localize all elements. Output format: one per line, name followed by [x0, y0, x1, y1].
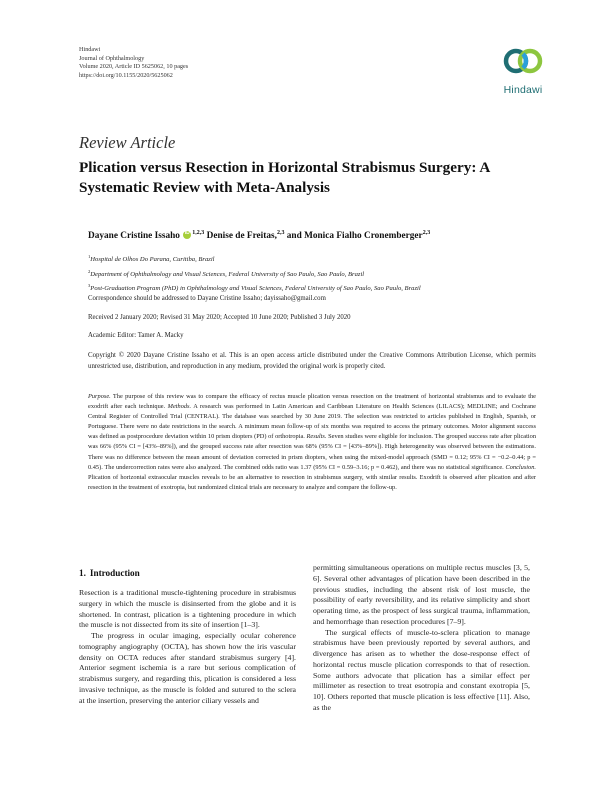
affiliations — [88, 251, 421, 295]
abstract-results: Seven studies were eligible for inclusion. The grouped success rate after plication was 66% (95% CI = [43%–89%]), and the grouped success rate after resection was 68% (95% CI = [43%–89%]). High heterogeneity was observed between the estimations. There was no difference between the mean amount of deviation corrected in prism diopters, when using the mixed-model approach (SMD = 0.12; 95% CI = −0.2–0.44; p = 0.45). The undercorrection rates were also analyzed. The combined odds ratio was 1.37 (95% CI = 0.59–3.16; p = 0.462), and there was no statistical significance. — [88, 433, 536, 471]
author-affil-sup: 2,3 — [422, 230, 431, 236]
logo-wordmark: Hindawi — [503, 84, 543, 96]
orcid-icon[interactable]: iD — [183, 231, 191, 239]
publication-dates: Received 2 January 2020; Revised 31 May 2020; Accepted 10 June 2020; Published 3 July 2020 — [88, 314, 351, 321]
section-number: 1. — [79, 568, 86, 578]
abstract — [88, 392, 536, 493]
author-name[interactable]: Denise de Freitas, — [206, 231, 277, 242]
author-affil-sup: 2,3 — [276, 230, 285, 236]
affiliation-item: $^2$Department of Ophthalmology and Visual Sciences, Federal University of Sao Paulo, Sao Paulo, Brazil — [88, 268, 365, 278]
body-column-right — [313, 563, 530, 714]
body-column-left — [79, 588, 296, 706]
paragraph: The progress in ocular imaging, especially ocular coherence tomography angiography (OCTA), has shown how the iris vascular density on OCTA reduces after standard strabismus surgery [4]. Anterior segment ischemia is a rare but serious complication of strabismus surgery, and regarding this, plication is considered a less invasive technique, as the muscle is folded and sutured to the sclera at the insertion, preserving the anterior ciliary vessels and — [79, 631, 296, 705]
paragraph: Resection is a traditional muscle-tightening procedure in strabismus surgery in which the muscle is disinserted from the globe and it is shortened. In contrast, plication is a tightening procedure in which the muscle is not dissected from its site of insertion [1–3]. — [79, 588, 296, 630]
author-name[interactable]: and Monica Fialho Cronemberger — [286, 231, 423, 242]
paragraph: permitting simultaneous operations on multiple rectus muscles [3, 5, 6]. Several other advantages of plication have been described in the previous studies, including the absent risk of lost muscle, the possibility of early reversibility, and its relative simplicity and short operating time, as the prospect of less surgical trauma, inflammation, and hemorrhage than resection procedures [7–9]. — [313, 563, 530, 626]
volume-info: Volume 2020, Article ID 5625062, 10 pages — [79, 63, 189, 71]
hindawi-logo-icon — [503, 47, 543, 83]
article-title: Plication versus Resection in Horizontal Strabismus Surgery: A Systematic Review with Meta-Analysis — [79, 159, 490, 196]
abstract-results-label: Results. — [306, 433, 327, 441]
correspondence: Correspondence should be addressed to Dayane Cristine Issaho; dayissaho@gmail.com — [88, 295, 326, 302]
author-affil-sup: 1,2,3 — [192, 230, 205, 236]
author-list — [88, 230, 430, 241]
section-heading — [79, 568, 144, 578]
author-name[interactable]: Dayane Cristine Issaho — [88, 231, 180, 242]
doi-link[interactable]: https://doi.org/10.1155/2020/5625062 — [79, 71, 173, 79]
abstract-purpose-label: Purpose. — [88, 393, 111, 400]
abstract-purpose: The purpose of this review was to compare the efficacy of rectus muscle plication versus resection on the treatment of horizontal strabismus and to evaluate the exodrift after each technique. — [88, 393, 536, 411]
abstract-methods: A research was performed in Latin American and Caribbean Literature on Health Sciences (LILACS); MEDLINE; and Cochrane Central Register of Controlled Trial (CENTRAL). The database was searched by 30 June 2019. The selection was restricted to articles published in English, Spanish, or Portuguese. There were no date restrictions in the search. A minimum mean follow-up of six months was required to access the primary outcomes. Motor alignment success was defined as postprocedure deviation within 10 prism diopters (PD) of orthotropia. — [88, 403, 536, 441]
article-type: Review Article — [79, 133, 176, 152]
abstract-conclusion-label: Conclusion. — [505, 463, 536, 471]
paragraph: The surgical effects of muscle-to-sclera plication to manage strabismus have been previously reported by several authors, and divergence has arisen as to whether the dose-response effect of horizontal rectus muscle plication corresponds to that of resection. Some authors advocate that plication has a similar effect per millimeter as resection to treat esotropia and constant exotropia [5, 10]. Others reported that muscle plication is less effective [11]. Also, as the — [313, 627, 530, 712]
hindawi-logo — [497, 47, 549, 102]
journal-header — [79, 46, 188, 80]
academic-editor: Academic Editor: Tamer A. Macky — [88, 332, 184, 339]
abstract-conclusion: Plication of horizontal extraocular muscles reveals to be an alternative to resection in strabismus surgery, with similar results. Exodrift is observed after plication and after resection in the treatment of exotropia, but randomized clinical trials are necessary to analyze and compare the follow-up. — [88, 473, 536, 491]
section-title: Introduction — [89, 568, 140, 578]
copyright-notice: Copyright © 2020 Dayane Cristine Issaho et al. This is an open access article distributed under the Creative Commons Attribution License, which permits unrestricted use, distribution, and reproduction in any medium, provided the original work is properly cited. — [88, 352, 536, 370]
journal-name: Journal of Ophthalmology — [79, 54, 145, 62]
affiliation-item: $^3$Post-Graduation Program (PhD) in Ophthalmology and Visual Sciences, Federal University of Sao Paulo, Sao Paulo, Brazil — [88, 283, 421, 293]
affiliation-item: $^1$Hospital de Olhos Do Parana, Curitiba, Brazil — [88, 254, 215, 264]
abstract-methods-label: Methods. — [167, 403, 192, 411]
publisher-name: Hindawi — [79, 46, 101, 53]
